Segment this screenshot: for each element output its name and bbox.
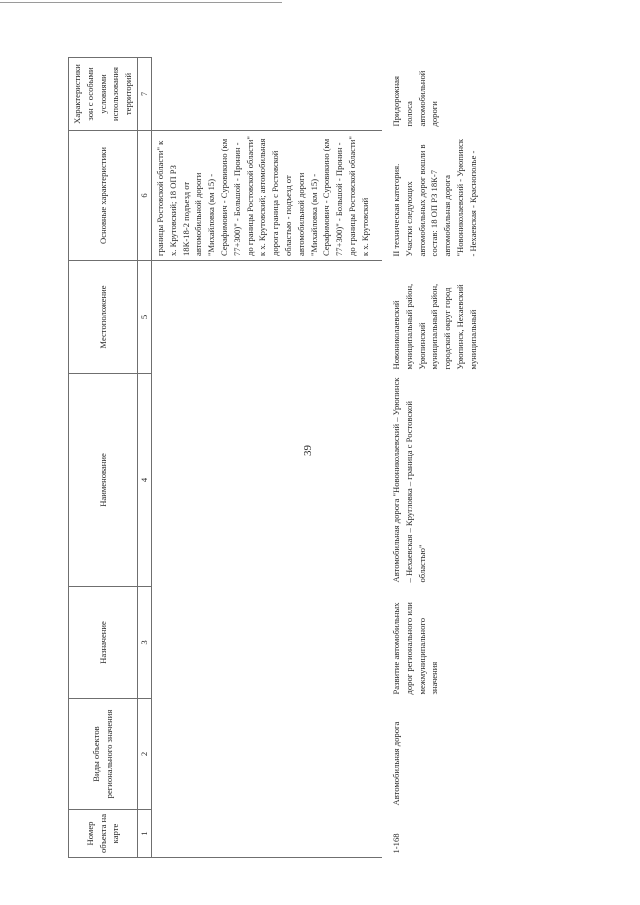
- cell-characteristics: границы Ростовской области" к х. Крутовский; 18 ОП РЗ 18К-18-2 подъезд от автомобильной дороги "Михайловка (км 15) - Серафимович - Суровикино (км 77+300)" - Большой - Пронин - до границы Ростовской области" к х. Крутовский; автомобильная дорога граница с Ростовской областью - подъезд от автомобильной дороги "Михайловка (км 15) - Серафимович - Суровикино (км 77+300)" - Большой - Пронин - до границы Ростовской области" к х. Крутовский: [151, 131, 382, 261]
- header-cell-characteristics: Основные характеристики: [69, 131, 138, 261]
- cell-characteristics: II техническая категория. Участки следующих автомобильных дорог вошли в состав: 18 ОП РЗ 18К-7 автомобильная дорога "Новониколаевский - Урюпинск - Нехаевская - Краснополье -: [390, 138, 478, 257]
- table-header-row: [69, 58, 138, 858]
- index-cell: 3: [137, 587, 151, 699]
- index-cell: 7: [137, 58, 151, 131]
- cell-kind: [151, 699, 382, 810]
- rotated-page: [68, 58, 518, 858]
- table-row: [382, 58, 529, 858]
- index-cell: 1: [137, 810, 151, 858]
- objects-table: [68, 57, 529, 858]
- index-cell: 2: [137, 699, 151, 810]
- cell-kind: Автомобильная дорога: [390, 721, 401, 806]
- header-cell-location: Местоположение: [69, 261, 138, 374]
- cell-location: [151, 261, 382, 374]
- cell-number: [151, 810, 382, 858]
- column-index-row: [137, 58, 151, 858]
- cell-purpose: [151, 587, 382, 699]
- header-cell-purpose: Назначение: [69, 587, 138, 699]
- cell-purpose: Развитие автомобильных дорог регионального или межмуниципального значения: [390, 602, 440, 695]
- header-cell-kind: Виды объектов регионального значения: [69, 699, 138, 810]
- header-cell-zones: Характеристики зон с особыми условиями использования территорий: [69, 58, 138, 131]
- index-cell: 5: [137, 261, 151, 374]
- index-cell: 6: [137, 131, 151, 261]
- table-row: [151, 58, 382, 858]
- cell-location: Новониколаевский муниципальный район, Урюпинский муниципальный район, городской округ город Урюпинск, Нехаевский муниципальный: [390, 283, 478, 370]
- cell-number: 1-168: [390, 833, 401, 854]
- cell-zones: Придорожная полоса автомобильной дороги: [390, 70, 440, 127]
- index-cell: 4: [137, 374, 151, 587]
- page-number: 39: [302, 445, 314, 457]
- cell-name: [151, 374, 382, 587]
- header-cell-number: Номер объекта на карте: [69, 810, 138, 858]
- cell-zones: [151, 58, 382, 131]
- top-rule: [0, 2, 282, 3]
- cell-name: Автомобильная дорога "Новониколаевский – Урюпинск – Нехаевская – Кругловка – граница с Ростовской областью": [390, 377, 427, 583]
- header-cell-name: Наименование: [69, 374, 138, 587]
